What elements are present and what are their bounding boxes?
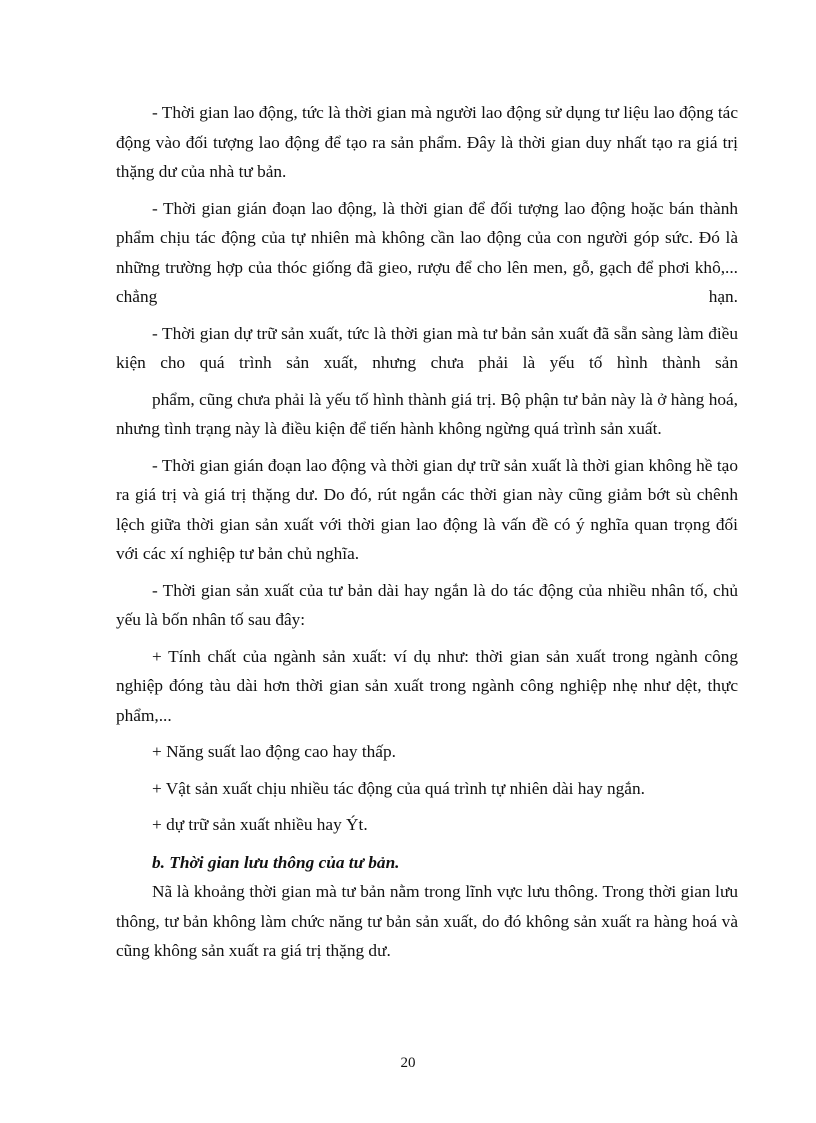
paragraph-non-value-time: - Thời gian gián đoạn lao động và thời gian dự trữ sản xuất là thời gian không hề tạo ra giá trị và giá trị thặng dư. Do đó, rút ngắn các thời gian này cũng giảm bớt sù chênh lệch giữa thời gian sản xuất với thời gian lao động là vấn đề có ý nghĩa quan trọng đối với các xí nghiệp tư bản chủ nghĩa. <box>116 455 738 563</box>
paragraph-production-time-factors: - Thời gian sản xuất của tư bản dài hay ngắn là do tác động của nhiều nhân tố, chủ yếu là bốn nhân tố sau đây: <box>116 580 738 629</box>
paragraph-reserve-time-continued: phẩm, cũng chưa phải là yếu tố hình thành giá trị. Bộ phận tư bản này là ở hàng hoá, nhưng tình trạng này là điều kiện để tiến hành không ngừng quá trình sản xuất. <box>116 389 738 438</box>
list-item-industry-nature: + Tính chất của ngành sản xuất: ví dụ như: thời gian sản xuất trong ngành công nghiệp đóng tàu dài hơn thời gian sản xuất trong ngành công nghiệp nhẹ như dệt, thực phẩm,... <box>116 646 738 725</box>
paragraph-reserve-time: - Thời gian dự trữ sản xuất, tức là thời gian mà tư bản sản xuất đã sẵn sàng làm điều kiện cho quá trình sản xuất, nhưng chưa phải là yếu tố hình thành sản <box>116 323 738 372</box>
list-item-production-reserve: + dự trữ sản xuất nhiều hay Ýt. <box>152 815 368 834</box>
body-text <box>116 98 738 966</box>
page-number: 20 <box>400 1055 416 1071</box>
paragraph-circulation-time: Nã là khoảng thời gian mà tư bản nằm trong lĩnh vực lưu thông. Trong thời gian lưu thông, tư bản không làm chức năng tư bản sản xuất, do đó không sản xuất ra hàng hoá và cũng không sản xuất ra giá trị thặng dư. <box>116 882 738 960</box>
paragraph-interruption-time: - Thời gian gián đoạn lao động, là thời gian để đối tượng lao động hoặc bán thành phẩm chịu tác động của tự nhiên mà không cần lao động của con người góp sức. Đó là những trường hợp của thóc giống đã gieo, rượu để cho lên men, gỗ, gạch để phơi khô,... chẳng hạn. <box>116 198 738 306</box>
list-item-natural-process: + Vật sản xuất chịu nhiều tác động của quá trình tự nhiên dài hay ngắn. <box>152 778 645 798</box>
paragraph-labor-time: - Thời gian lao động, tức là thời gian mà người lao động sử dụng tư liệu lao động tác động vào đối tượng lao động để tạo ra sản phẩm. Đây là thời gian duy nhất tạo ra giá trị thặng dư của nhà tư bản. <box>116 103 738 181</box>
section-heading: b. Thời gian lưu thông của tư bản. <box>152 852 400 872</box>
list-item-productivity: + Năng suất lao động cao hay thấp. <box>152 742 396 761</box>
